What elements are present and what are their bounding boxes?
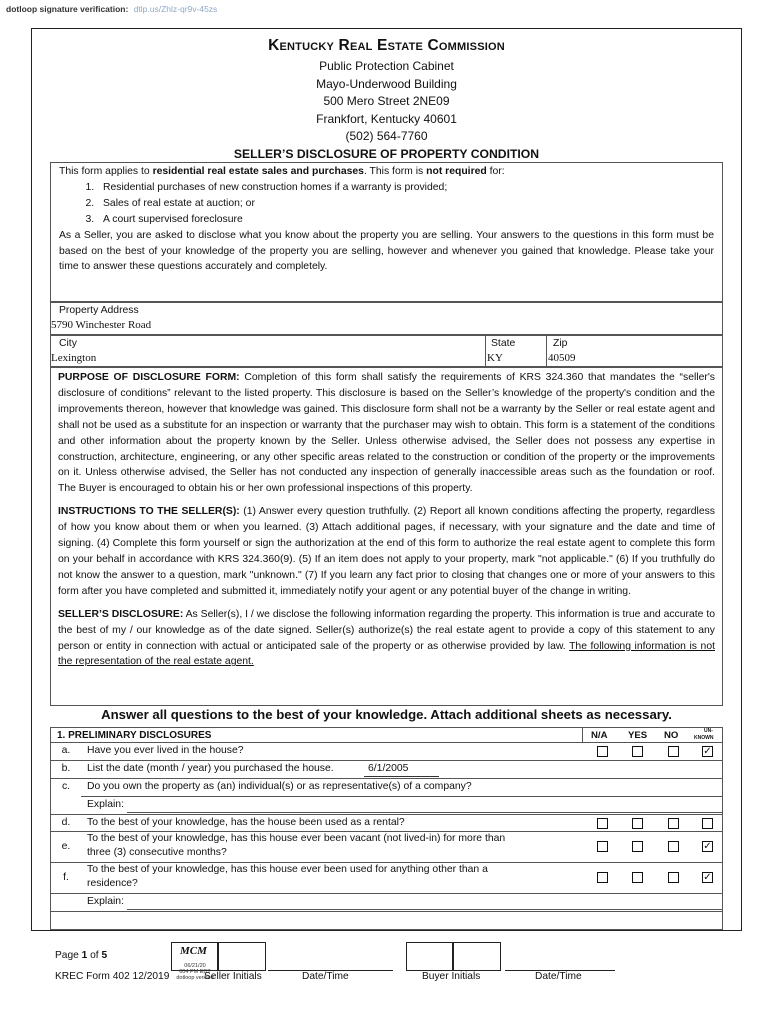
applies-list — [59, 180, 714, 228]
unknown-checkbox[interactable] — [702, 818, 713, 829]
applies-section — [50, 162, 723, 302]
divider — [546, 336, 547, 366]
city-field[interactable]: Lexington — [51, 352, 97, 364]
list-item: 2. Sales of real estate at auction; or — [97, 196, 714, 212]
header-line: Frankfort, Kentucky 40601 — [316, 111, 457, 126]
question-text: three (3) consecutive months? — [87, 847, 227, 858]
divider — [81, 796, 722, 797]
city-state-zip-row — [50, 335, 723, 367]
col-unknown: KNOWN — [694, 735, 714, 741]
col-yes: YES — [628, 730, 648, 741]
zip-field[interactable]: 40509 — [548, 352, 576, 364]
question-number: b. — [61, 763, 71, 774]
question-text: List the date (month / year) you purchased the house. — [87, 763, 334, 774]
purpose-paragraph: PURPOSE OF DISCLOSURE FORM: Completion of this form shall satisfy the requirements of KRS 324.360 that mandates the “seller's disclosure of conditions” relevant to the listed property. This disclosure is based on the Seller’s knowledge of the property's condition and the improvements thereon, however that knowledge was gained. This disclosure form shall not be a warranty by the Seller or real estate agent and shall not be used as a substitute for an inspection or warranty that the purchaser may wish to obtain. This form is a statement of the conditions and other information about the property known by the Seller. Unless otherwise advised, the Seller does not possess any expertise in construction, architecture, engineering, or any other specific areas related to the construction or condition of the property or the improvements on it. Unless otherwise advised, the Seller has not conducted any inspection of generally inaccessible areas such as the foundation or roof. The Buyer is encouraged to obtain his or her own professional inspections of this property. — [58, 372, 716, 495]
col-no: NO — [664, 730, 679, 741]
list-item: 1. Residential purchases of new construction homes if a warranty is provided; — [97, 180, 714, 196]
city-label: City — [59, 338, 77, 349]
header-line: Mayo-Underwood Building — [316, 76, 457, 91]
header-line: 500 Mero Street 2NE09 — [323, 94, 450, 109]
unknown-checkbox[interactable]: ✓ — [703, 872, 712, 883]
divider — [582, 728, 583, 742]
question-text: Have you ever lived in the house? — [87, 745, 244, 756]
no-checkbox[interactable] — [668, 841, 679, 852]
question-text: To the best of your knowledge, has the house been used as a rental? — [87, 817, 405, 828]
state-field[interactable]: KY — [487, 352, 503, 364]
seller-date-label: Date/Time — [302, 971, 349, 982]
form-page — [31, 28, 742, 931]
unknown-checkbox[interactable]: ✓ — [703, 746, 712, 757]
disclosure-text-section — [50, 367, 723, 706]
address-label: Property Address — [59, 305, 139, 316]
table-header-row — [50, 727, 723, 743]
buyer-initials-box-1[interactable] — [406, 942, 453, 971]
preliminary-disclosures-table — [50, 727, 723, 930]
divider — [485, 336, 486, 366]
divider — [364, 776, 439, 777]
state-label: State — [491, 338, 516, 349]
zip-label: Zip — [553, 338, 568, 349]
explain-label: Explain: — [87, 896, 124, 907]
no-checkbox[interactable] — [668, 872, 679, 883]
explain-field[interactable] — [127, 909, 722, 910]
yes-checkbox[interactable] — [632, 841, 643, 852]
verification-link[interactable]: dtlp.us/Zhlz-qr9v-45zs — [133, 4, 218, 14]
sellers-disclosure-paragraph: SELLER’S DISCLOSURE: As Seller(s), I / we disclose the following information regarding the property. This information is true and accurate to the best of my / our knowledge as of the date signed. Seller(s) authorize(s) the real estate agent to provide a copy of this statement to any person or entity in connection with actual or anticipated sale of the property or as otherwise provided by law. The following information is not the representation of the real estate agent. — [58, 608, 716, 668]
section-title: 1. PRELIMINARY DISCLOSURES — [57, 730, 212, 741]
seller-initials-label: Seller Initials — [204, 971, 262, 982]
question-row-c — [50, 779, 723, 815]
na-checkbox[interactable] — [597, 746, 608, 757]
blank-row — [50, 912, 723, 930]
property-address-row — [50, 302, 723, 335]
answer-instructions-heading: Answer all questions to the best of your knowledge. Attach additional sheets as necessary. — [101, 707, 672, 722]
dotloop-stamp: 06/21/20 604 PM EDT dotloop verified — [176, 963, 214, 981]
dotloop-verification-bar — [6, 4, 217, 14]
unknown-checkbox[interactable]: ✓ — [703, 841, 712, 852]
no-checkbox[interactable] — [668, 746, 679, 757]
purchase-date-field[interactable]: 6/1/2005 — [368, 763, 409, 774]
no-checkbox[interactable] — [668, 818, 679, 829]
buyer-date-label: Date/Time — [535, 971, 582, 982]
na-checkbox[interactable] — [597, 872, 608, 883]
question-row-e — [50, 832, 723, 863]
list-item: 3. A court supervised foreclosure — [97, 212, 714, 228]
na-checkbox[interactable] — [597, 818, 608, 829]
explain-field[interactable] — [127, 812, 722, 813]
yes-checkbox[interactable] — [632, 818, 643, 829]
explain-label: Explain: — [87, 799, 124, 810]
seller-initials-box-2[interactable] — [218, 942, 266, 971]
buyer-initials-box-2[interactable] — [453, 942, 501, 971]
form-title: SELLER’S DISCLOSURE OF PROPERTY CONDITION — [233, 146, 540, 161]
commission-title: Kentucky Real Estate Commission — [268, 37, 505, 54]
question-text: residence? — [87, 878, 138, 889]
question-text: To the best of your knowledge, has this house ever been used for anything other than a — [87, 864, 488, 875]
yes-checkbox[interactable] — [632, 746, 643, 757]
applies-paragraph: As a Seller, you are asked to disclose what you know about the property you are selling. Your answers to the questions in this form must be based on the best of your knowledge of the property you are selling, however and whenever you gained that knowledge. Please take your time to answer these questions accurately and completely. — [59, 229, 714, 273]
question-number: d. — [61, 817, 71, 828]
yes-checkbox[interactable] — [632, 872, 643, 883]
question-number: e. — [61, 841, 71, 852]
question-row-b — [50, 761, 723, 779]
seller-initials-signature: MCM — [180, 945, 207, 957]
instructions-paragraph: INSTRUCTIONS TO THE SELLER(S): (1) Answer every question truthfully. (2) Report all known conditions affecting the property, regardless of how you know about them or when you learned. (3) Attach additional pages, if necessary, with your signature and the date and time of signing. (4) Complete this form yourself or sign the authorization at the end of this form to authorize the real estate agent to complete this form on your behalf in accordance with KRS 324.360(9). (5) If an item does not apply to your property, mark "not applicable." (6) If you truthfully do not know the answer to a question, mark "unknown." (7) If you learn any fact prior to closing that changes one or more of your answers to this form after you have completed and submitted it, immediately notify your agent or any potential buyer of the change in writing. — [58, 506, 716, 597]
question-row-f — [50, 863, 723, 894]
form-header — [32, 37, 741, 161]
question-number: f. — [63, 872, 69, 883]
question-text: To the best of your knowledge, has this house ever been vacant (not lived-in) for more than — [87, 833, 506, 844]
applies-intro: This form applies to residential real estate sales and purchases. This form is not required for: — [59, 166, 505, 177]
question-row-a — [50, 743, 723, 761]
explain-row-f — [50, 894, 723, 912]
address-field[interactable]: 5790 Winchester Road — [51, 319, 152, 331]
col-na: N/A — [591, 730, 608, 741]
form-id: KREC Form 402 12/2019 — [55, 971, 170, 982]
header-line: Public Protection Cabinet — [319, 59, 454, 73]
page-number: Page 1 of 5 — [55, 950, 108, 961]
col-unknown: UN- — [704, 728, 713, 734]
question-number: c. — [61, 781, 71, 792]
question-row-d — [50, 815, 723, 832]
na-checkbox[interactable] — [597, 841, 608, 852]
header-line: (502) 564-7760 — [345, 129, 428, 144]
buyer-initials-label: Buyer Initials — [422, 971, 481, 982]
question-text: Do you own the property as (an) individual(s) or as representative(s) of a company? — [87, 781, 472, 792]
verification-label: dotloop signature verification: — [6, 4, 129, 14]
question-number: a. — [61, 745, 71, 756]
